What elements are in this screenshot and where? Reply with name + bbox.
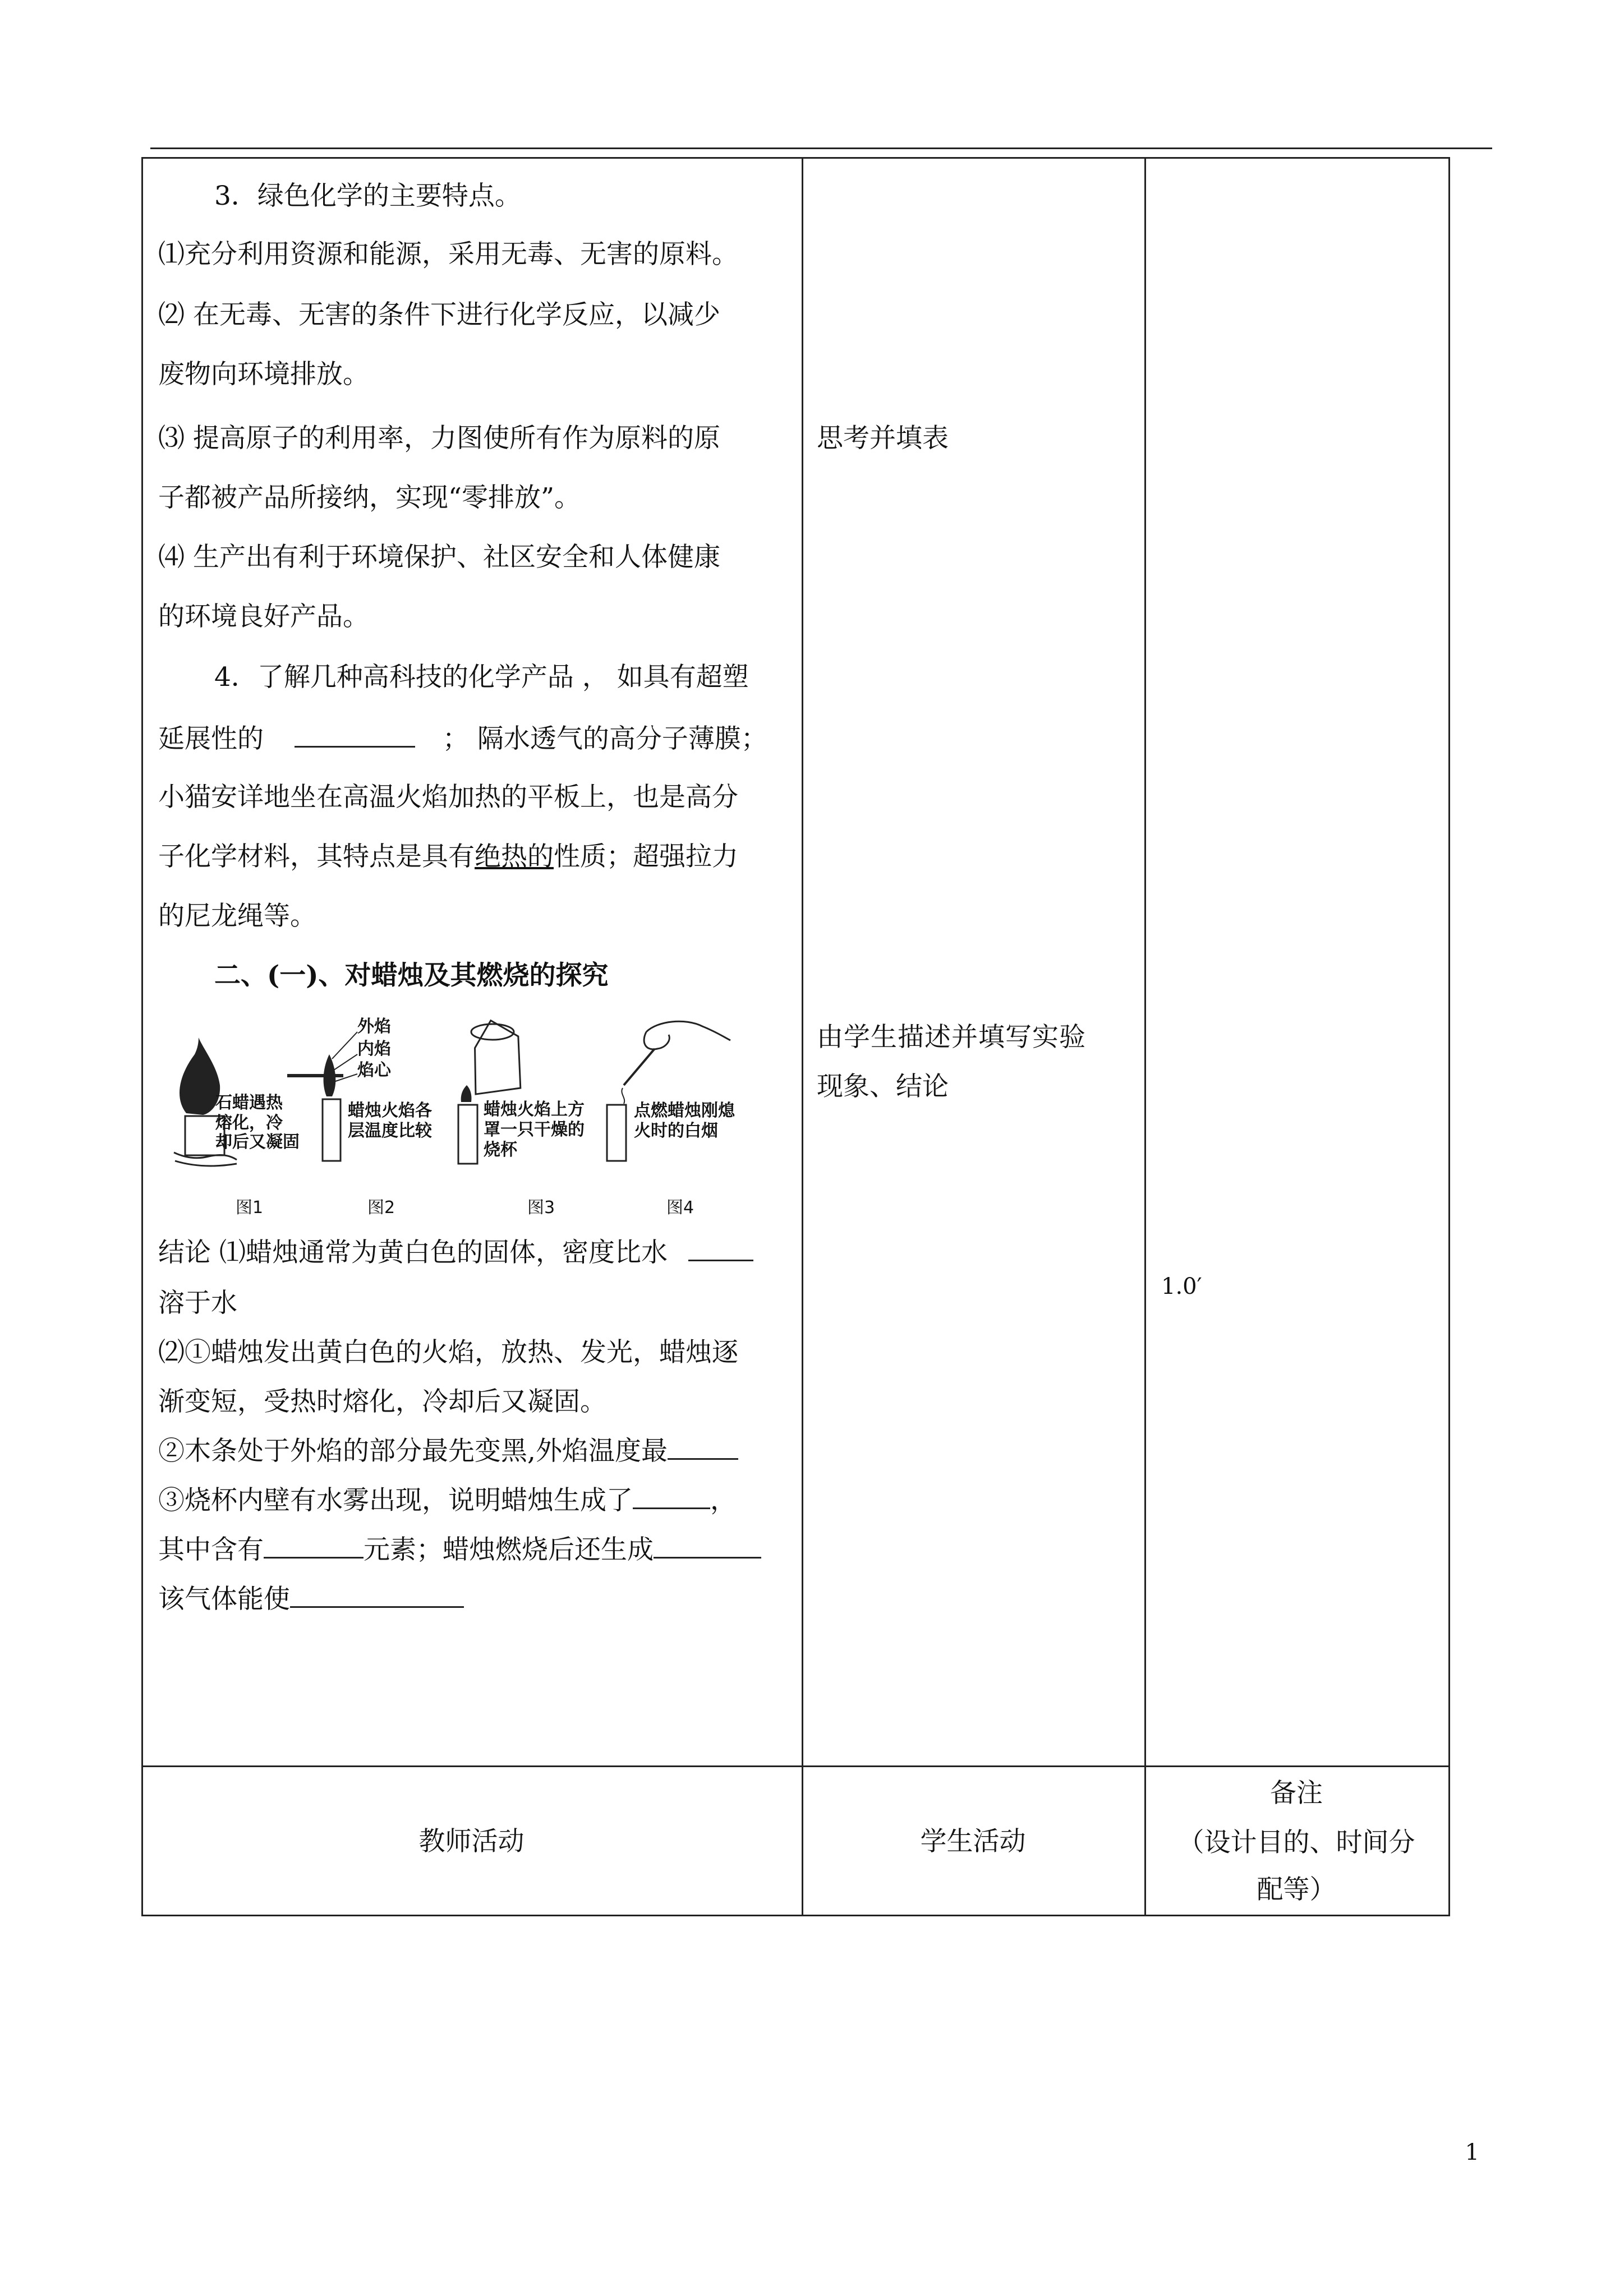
fig3-label: 图3: [527, 1198, 555, 1218]
item4-line3: 小猫安详地坐在高温火焰加热的平板上，也是高分: [158, 782, 738, 813]
conclusion-1: [158, 1236, 753, 1270]
fill-blank[interactable]: [668, 1436, 738, 1460]
fill-blank[interactable]: [290, 1584, 464, 1608]
fill-blank[interactable]: [633, 1485, 710, 1509]
fig1-text-1: 石蜡遇热: [215, 1093, 283, 1113]
fig2-text-1: 蜡烛火焰各: [348, 1101, 432, 1121]
item4-line2-post: ； 隔水透气的高分子薄膜；: [442, 723, 767, 754]
student-activity-header: 学生活动: [920, 1826, 1026, 1857]
conclusion-1-text: 结论 ⑴蜡烛通常为黄白色的固体，密度比水: [158, 1237, 668, 1268]
fig2-outer-flame-label: 外焰: [357, 1017, 391, 1036]
table-row-divider: [141, 1765, 1448, 1767]
conclusion-2b: 渐变短，受热时熔化，冷却后又凝固。: [158, 1386, 606, 1417]
candle-experiment-figure: [164, 1009, 758, 1178]
table-top-border: [141, 157, 1448, 159]
conclusion-3a-comma: ，: [710, 1485, 737, 1516]
remarks-header-line3: 配等）: [1257, 1874, 1336, 1905]
fill-blank[interactable]: [264, 1534, 364, 1559]
remarks-header-line1: 备注: [1270, 1778, 1323, 1809]
item3-point3b: 子都被产品所接纳，实现“零排放”。: [158, 482, 581, 513]
conclusion-2c-text: ②木条处于外焰的部分最先变黑,外焰温度最: [158, 1436, 668, 1467]
fill-blank[interactable]: [295, 723, 415, 748]
item4-line1: 4．了解几种高科技的化学产品 ， 如具有超塑: [214, 662, 749, 693]
teacher-activity-header: 教师活动: [418, 1826, 525, 1857]
column-divider-2: [1144, 157, 1146, 1916]
page-number: 1: [1465, 2140, 1479, 2165]
table-bottom-border: [141, 1915, 1448, 1916]
student-activity-2a: 由学生描述并填写实验: [817, 1022, 1086, 1053]
header-rule: [150, 147, 1492, 149]
table-left-border: [141, 157, 143, 1916]
fig1-label: 图1: [236, 1198, 264, 1218]
item3-point2a: ⑵ 在无毒、无害的条件下进行化学反应，以减少: [158, 299, 720, 330]
fig3-text-3: 烧杯: [484, 1140, 517, 1160]
remarks-header-line2: （设计目的、时间分: [1177, 1827, 1415, 1858]
conclusion-2c: [158, 1435, 738, 1468]
time-allocation: 1.0′: [1161, 1274, 1202, 1299]
fig4-text-1: 点燃蜡烛刚熄: [634, 1101, 735, 1121]
item3-point4a: ⑷ 生产出有利于环境保护、社区安全和人体健康: [158, 542, 720, 573]
conclusion-2a: ⑵①蜡烛发出黄白色的火焰，放热、发光，蜡烛逐: [158, 1337, 738, 1368]
conclusion-3b: [158, 1533, 761, 1567]
conclusion-3a: [158, 1484, 737, 1518]
fig1-text-2: 熔化，冷: [215, 1113, 283, 1133]
item3-point1: ⑴充分利用资源和能源，采用无毒、无害的原料。: [158, 239, 738, 270]
item4-line4-post: 性质；超强拉力: [554, 841, 738, 872]
fig3-text-1: 蜡烛火焰上方: [484, 1100, 585, 1119]
conclusion-3c-text: 该气体能使: [158, 1584, 290, 1615]
table-right-border: [1448, 157, 1450, 1916]
fig1-text-3: 却后又凝固: [215, 1132, 300, 1152]
fig2-text-2: 层温度比较: [348, 1121, 432, 1141]
item3-point4b: 的环境良好产品。: [158, 601, 369, 632]
fig4-text-2: 火时的白烟: [634, 1121, 718, 1141]
column-divider-1: [802, 157, 803, 1916]
fill-blank[interactable]: [654, 1534, 761, 1559]
item4-line4-underlined: 绝热的: [475, 841, 554, 872]
fig3-text-2: 罩一只干燥的: [484, 1120, 585, 1140]
student-activity-2b: 现象、结论: [817, 1071, 949, 1102]
item3-point2b: 废物向环境排放。: [158, 359, 369, 390]
item4-line2-pre: 延展性的: [158, 723, 264, 754]
conclusion-3b-mid: 元素；蜡烛燃烧后还生成: [364, 1534, 654, 1565]
fig2-label: 图2: [367, 1198, 395, 1218]
fig4-label: 图4: [666, 1198, 694, 1218]
item3-title: 3．绿色化学的主要特点。: [214, 181, 521, 211]
conclusion-3b-pre: 其中含有: [158, 1534, 264, 1565]
item4-line4: [158, 840, 738, 874]
fig2-flame-core-label: 焰心: [357, 1061, 391, 1080]
conclusion-3a-text: ③烧杯内壁有水雾出现，说明蜡烛生成了: [158, 1485, 633, 1516]
conclusion-3c: [158, 1583, 464, 1616]
student-activity-1: 思考并填表: [817, 423, 949, 454]
section-heading: 二、(一)、对蜡烛及其燃烧的探究: [214, 960, 609, 991]
item3-point3a: ⑶ 提高原子的利用率，力图使所有作为原料的原: [158, 423, 720, 454]
fig2-inner-flame-label: 内焰: [357, 1039, 391, 1059]
conclusion-1b: 溶于水: [158, 1288, 237, 1318]
item4-line2: [158, 722, 767, 756]
fill-blank[interactable]: [688, 1237, 753, 1261]
item4-line5: 的尼龙绳等。: [158, 901, 316, 932]
item4-line4-pre: 子化学材料，其特点是具有: [158, 841, 475, 872]
